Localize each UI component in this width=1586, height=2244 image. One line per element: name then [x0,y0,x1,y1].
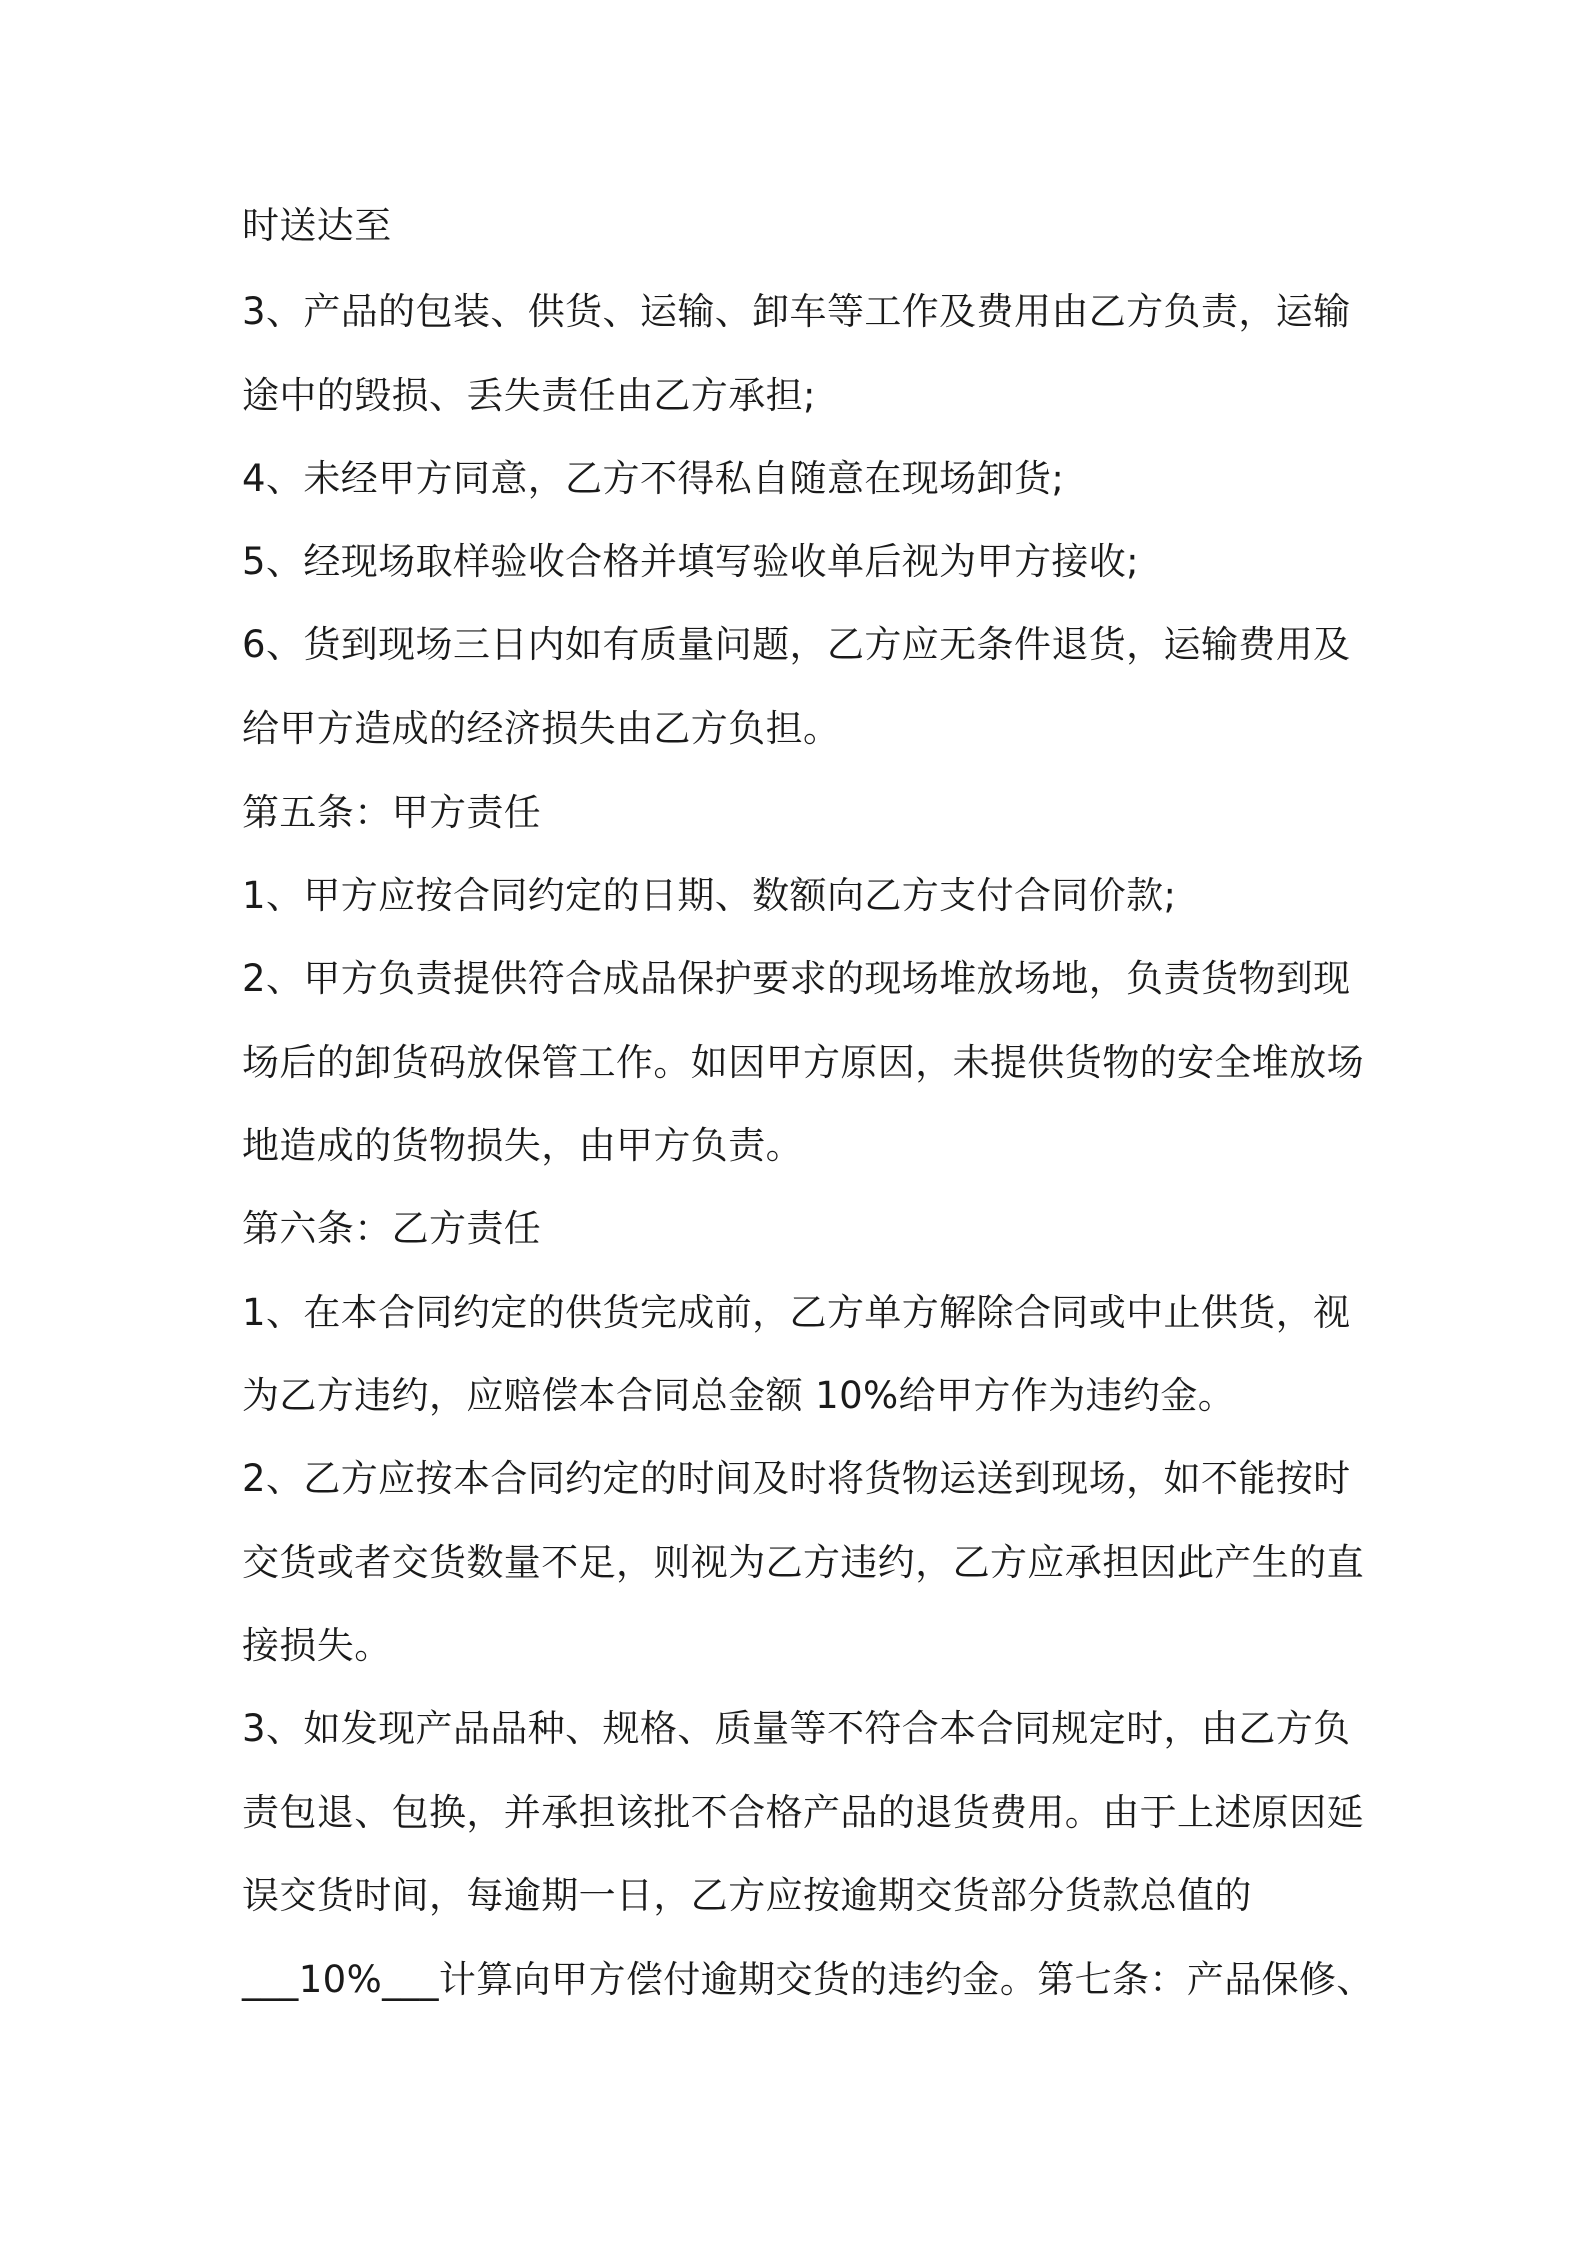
section-heading-6: 第六条：乙方责任 [242,1207,542,1250]
text-line-14: 1、在本合同约定的供货完成前，乙方单方解除合同或中止供货，视 [242,1291,1351,1334]
text-line-1: 时送达至 [242,204,392,247]
text-line-6: 6、货到现场三日内如有质量问题，乙方应无条件退货，运输费用及 [242,623,1351,666]
text-line-11: 场后的卸货码放保管工作。如因甲方原因，未提供货物的安全堆放场 [242,1041,1364,1084]
text-line-16: 2、乙方应按本合同约定的时间及时将货物运送到现场，如不能按时 [242,1457,1351,1500]
text-line-9: 1、甲方应按合同约定的日期、数额向乙方支付合同价款; [242,874,1177,917]
text-line-21: 误交货时间，每逾期一日，乙方应按逾期交货部分货款总值的 [242,1874,1252,1917]
section-heading-5: 第五条：甲方责任 [242,791,542,834]
text-line-4: 4、未经甲方同意，乙方不得私自随意在现场卸货; [242,457,1065,500]
text-line-18: 接损失。 [242,1624,392,1667]
text-line-5: 5、经现场取样验收合格并填写验收单后视为甲方接收; [242,540,1140,583]
text-line-22: ___10%___计算向甲方偿付逾期交货的违约金。第七条：产品保修、 [242,1958,1374,2001]
text-line-10: 2、甲方负责提供符合成品保护要求的现场堆放场地，负责货物到现 [242,957,1351,1000]
text-line-3: 途中的毁损、丢失责任由乙方承担; [242,374,816,417]
text-line-20: 责包退、包换，并承担该批不合格产品的退货费用。由于上述原因延 [242,1791,1364,1834]
text-line-19: 3、如发现产品品种、规格、质量等不符合本合同规定时，由乙方负 [242,1707,1351,1750]
text-line-7: 给甲方造成的经济损失由乙方负担。 [242,707,841,750]
text-line-17: 交货或者交货数量不足，则视为乙方违约，乙方应承担因此产生的直 [242,1541,1364,1584]
text-line-2: 3、产品的包装、供货、运输、卸车等工作及费用由乙方负责，运输 [242,290,1351,333]
text-line-12: 地造成的货物损失，由甲方负责。 [242,1124,803,1167]
text-line-15: 为乙方违约，应赔偿本合同总金额 10%给甲方作为违约金。 [242,1374,1236,1417]
